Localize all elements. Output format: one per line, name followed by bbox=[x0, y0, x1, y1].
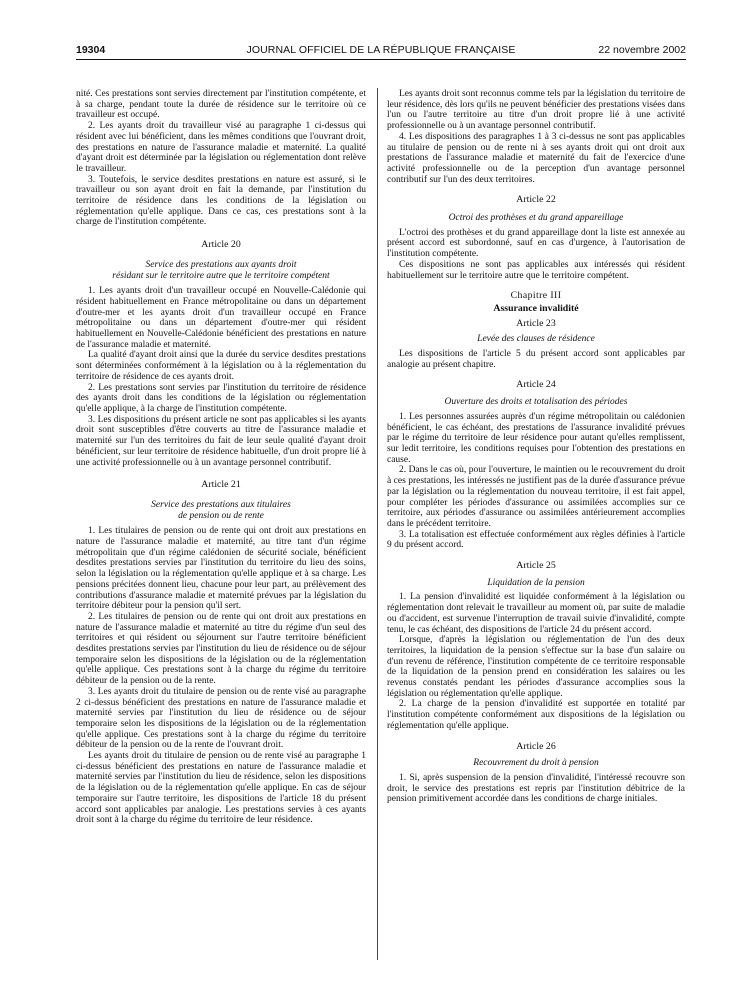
paragraph: 3. La totalisation est effectuée conformément aux règles définies à l'article 9 du présent accord. bbox=[387, 529, 685, 551]
header-rule bbox=[76, 59, 686, 60]
column-divider bbox=[377, 88, 378, 960]
article-20-heading: Article 20 bbox=[201, 239, 241, 251]
paragraph: 3. Toutefois, le service desdites prestations en nature est assuré, si le travailleur ou son ayant droit en fait la demande, par l'institution du territoire de résidence dans les conditions de la législation ou réglementation qu'elle applique. Dans ce cas, ces prestations sont à la charge de l'institution compétente. bbox=[76, 174, 366, 228]
paragraph: 1. La pension d'invalidité est liquidée conformément à la législation ou réglementation dont relevait le travailleur au moment où, par suite de maladie ou d'accident, est survenue l'interruption de travail suivie d'invalidité, compte tenu, le cas échéant, des dispositions de l'article 24 du présent accord. bbox=[387, 592, 685, 635]
chapter-title: Assurance invalidité bbox=[493, 302, 579, 314]
paragraph: Les ayants droit du titulaire de pension ou de rente visé au paragraphe 1 ci-dessus bénéficient des prestations en nature de l'assurance maladie et maternité servies par l'institution du lieu de résidence, selon les dispositions de la législation ou de la réglementation qu'elle applique. En cas de séjour temporaire sur l'autre territoire, les dispositions de l'article 18 du présent accord sont applicables par analogie. Les prestations servies à ces ayants droit sont à la charge du régime du territoire de leur résidence. bbox=[76, 751, 366, 826]
article-26-heading: Article 26 bbox=[516, 740, 556, 752]
paragraph: 2. Les ayants droit du travailleur visé au paragraphe 1 ci-dessus qui résident avec lui bénéficient, dans les mêmes conditions que l'ouvrant droit, des prestations en nature de l'assurance maladie et maternité. La qualité d'ayant droit est déterminée par la législation ou réglementation dont relève le travailleur. bbox=[76, 121, 366, 174]
paragraph: 2. La charge de la pension d'invalidité est supportée en totalité par l'institution compétente conformément aux dispositions de la législation ou réglementation qu'elle applique. bbox=[387, 699, 685, 731]
article-26-title: Recouvrement du droit à pension bbox=[473, 758, 599, 769]
paragraph: nité. Ces prestations sont servies directement par l'institution compétente, et à sa charge, pendant toute la durée de résidence sur le territoire où ce travailleur est occupé. bbox=[76, 89, 366, 121]
paragraph: Les dispositions de l'article 5 du présent accord sont applicables par analogie au présent chapitre. bbox=[387, 349, 685, 370]
article-23-heading: Article 23 bbox=[516, 317, 556, 329]
paragraph: 2. Dans le cas où, pour l'ouverture, le maintien ou le recouvrement du droit à ces prestations, les intéressés ne justifient pas de la durée d'assurance prévue par la législation ou la réglementation du nouveau territoire, il est fait appel, pour compléter les périodes d'assurance ou assimilées accomplies sur ce territoire, aux périodes d'assurance ou assimilées antérieurement accomplies dans le précédent territoire. bbox=[387, 465, 685, 529]
article-25-title: Liquidation de la pension bbox=[487, 577, 585, 588]
chapter-heading: Chapitre III bbox=[510, 290, 562, 302]
page-header bbox=[76, 44, 686, 60]
paragraph: 1. Si, après suspension de la pension d'invalidité, l'intéressé recouvre son droit, le service des prestations est repris par l'institution débitrice de la pension primitivement accordée dans les conditions de charge initiales. bbox=[387, 772, 685, 805]
left-column bbox=[76, 89, 366, 826]
page-number: 19304 bbox=[76, 44, 106, 56]
article-23-title: Levée des clauses de résidence bbox=[477, 334, 595, 345]
paragraph: 3. Les dispositions du présent article ne sont pas applicables si les ayants droit sont susceptibles d'être couverts au titre de l'assurance maladie et maternité sur l'un des territoires du fait de leur seule qualité d'ayant droit bénéficient, sur leur territoire de résidence habituelle, d'un droit propre lié à une activité professionnelle ou à un avantage personnel contributif. bbox=[76, 414, 366, 468]
paragraph: La qualité d'ayant droit ainsi que la durée du service desdites prestations sont déterminées conformément à la législation ou à la réglementation du territoire de résidence de ces ayants droit. bbox=[76, 350, 366, 382]
article-20-title-line1: Service des prestations aux ayants droit bbox=[145, 259, 297, 270]
paragraph: 3. Les ayants droit du titulaire de pension ou de rente visé au paragraphe 2 ci-dessus bénéficient des prestations en nature de l'assurance maladie et maternité servies par l'institution du lieu de résidence ou de séjour temporaire selon les dispositions de la législation ou de la réglementation qu'elle applique. Ces prestations sont à la charge du régime du territoire débiteur de la pension ou de la rente de l'ouvrant droit. bbox=[76, 686, 366, 751]
paragraph: 1. Les ayants droit d'un travailleur occupé en Nouvelle-Calédonie qui résident habituellement en France métropolitaine ou dans un département d'outre-mer et les ayants droit d'un travailleur occupé en France métropolitaine ou dans un département d'outre-mer qui résident habituellement en Nouvelle-Calédonie bénéficient des prestations en nature de l'assurance maladie et maternité. bbox=[76, 286, 366, 350]
article-21-title-line2: de pension ou de rente bbox=[178, 510, 264, 521]
paragraph: 2. Les titulaires de pension ou de rente qui ont droit aux prestations en nature de l'assurance maladie et maternité au titre du régime d'un seul des territoires et qui résident ou séjournent sur l'autre territoire bénéficient desdites prestations servies par l'institution du lieu de résidence ou de séjour temporaire selon les dispositions de la législation ou de la réglementation qu'elle applique. Ces prestations sont à la charge du régime du territoire débiteur de la pension ou de la rente. bbox=[76, 611, 366, 687]
paragraph: Les ayants droit sont reconnus comme tels par la législation du territoire de leur résidence, dès lors qu'ils ne peuvent bénéficier des prestations visées dans l'un ou l'autre territoire au titre d'un droit propre lié à une activité professionnelle ou à un avantage personnel contributif. bbox=[387, 89, 685, 132]
journal-title: JOURNAL OFFICIEL DE LA RÉPUBLIQUE FRANÇAISE bbox=[246, 44, 516, 56]
article-21-title-line1: Service des prestations aux titulaires bbox=[151, 499, 291, 510]
article-21-heading: Article 21 bbox=[201, 479, 241, 491]
article-22-heading: Article 22 bbox=[516, 194, 556, 206]
right-column bbox=[387, 89, 685, 805]
paragraph: Lorsque, d'après la législation ou réglementation de l'un des deux territoires, la liquidation de la pension s'effectue sur la base d'un salaire ou d'un revenu de référence, l'institution compétente de ce territoire responsable de la liquidation de la pension prend en considération les salaires ou les revenus constatés pendant les périodes d'assurance accomplies sous la législation ou réglementation qu'elle applique. bbox=[387, 635, 685, 699]
issue-date: 22 novembre 2002 bbox=[598, 44, 686, 56]
paragraph: 1. Les personnes assurées auprès d'un régime métropolitain ou calédonien bénéficient, le cas échéant, des prestations de l'assurance invalidité prévues par le régime du territoire de leur résidence pour autant qu'elles remplissent, sur ledit territoire, les conditions requises pour l'obtention des prestations en cause. bbox=[387, 411, 685, 465]
article-24-heading: Article 24 bbox=[516, 379, 556, 391]
paragraph: 2. Les prestations sont servies par l'institution du territoire de résidence des ayants droit dans les conditions de la législation ou réglementation qu'elle applique, à la charge de l'institution compétente. bbox=[76, 382, 366, 414]
article-22-title: Octroi des prothèses et du grand appareillage bbox=[448, 213, 624, 224]
paragraph: L'octroi des prothèses et du grand appareillage dont la liste est annexée au présent accord est subordonné, sauf en cas d'urgence, à l'autorisation de l'institution compétente. bbox=[387, 227, 685, 260]
article-24-title: Ouverture des droits et totalisation des périodes bbox=[444, 397, 628, 408]
article-20-title-line2: résidant sur le territoire autre que le territoire compétent bbox=[112, 270, 330, 281]
paragraph: Ces dispositions ne sont pas applicables aux intéressés qui résident habituellement sur le territoire autre que le territoire compétent. bbox=[387, 259, 685, 281]
article-25-heading: Article 25 bbox=[516, 560, 556, 572]
paragraph: 1. Les titulaires de pension ou de rente qui ont droit aux prestations en nature de l'assurance maladie et maternité, au titre tant d'un régime métropolitain que d'un régime calédonien de sécurité sociale, bénéficient desdites prestations servies par l'institution du territoire du lieu des soins, selon la législation ou la réglementation qu'elle applique et à sa charge. Les pensions précitées donnent lieu, chacune pour leur part, au prélèvement des contributions d'assurance maladie et maternité prévues par la législation du territoire débiteur pour la pension qu'il sert. bbox=[76, 526, 366, 612]
paragraph: 4. Les dispositions des paragraphes 1 à 3 ci-dessus ne sont pas applicables au titulaire de pension ou de rente ni à ses ayants droit qui ont droit aux prestations de l'assurance maladie et maternité du fait de l'exercice d'une activité professionnelle ou de la perception d'un avantage personnel contributif sur l'un des deux territoires. bbox=[387, 131, 685, 185]
